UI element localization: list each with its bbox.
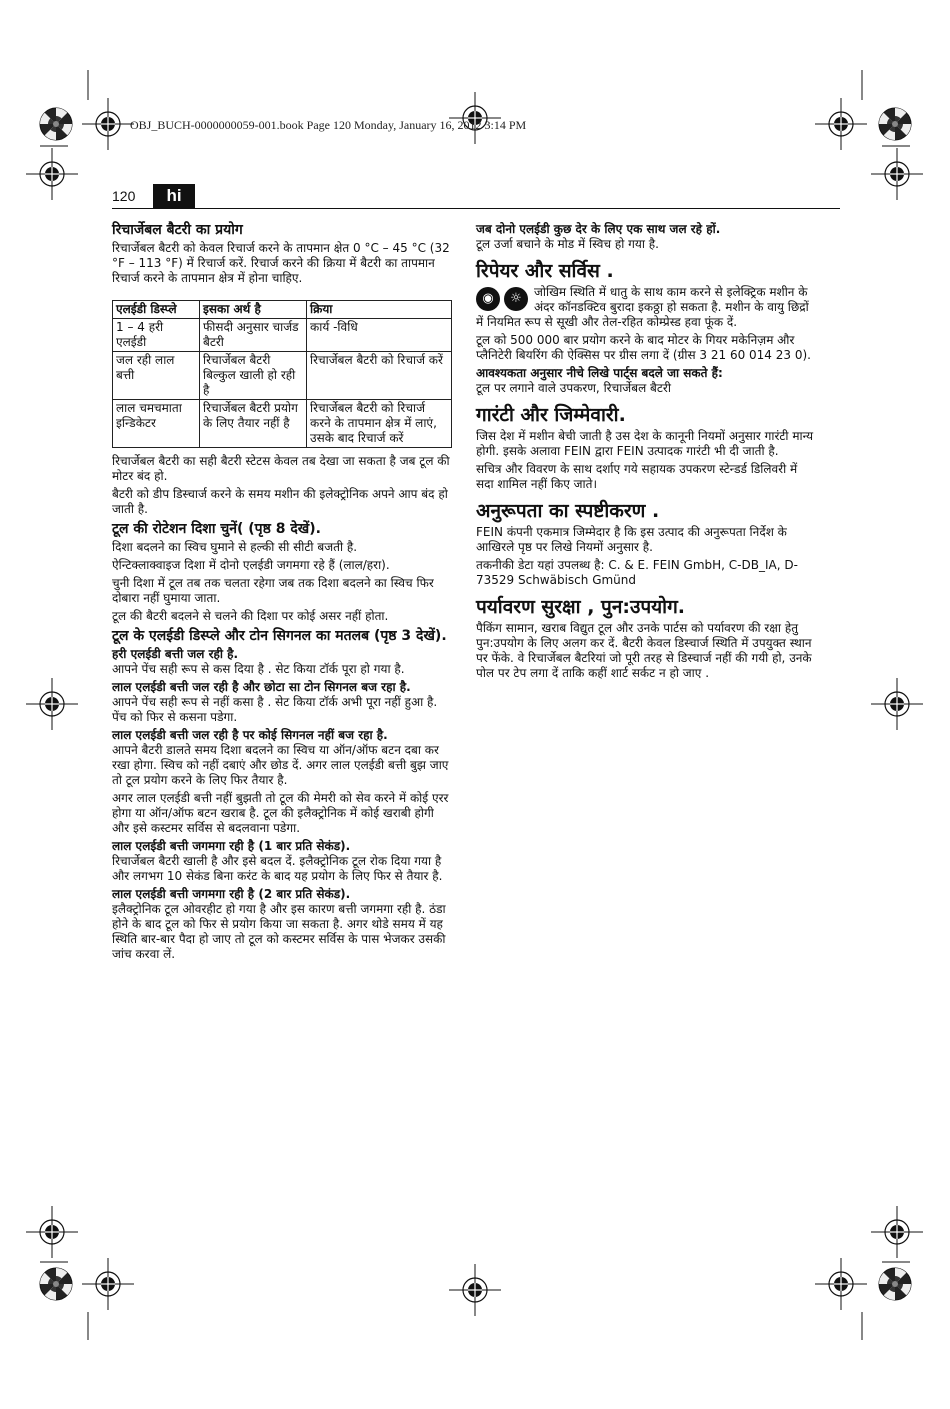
rotation-text-2: ऐन्टिक्लाक्वाइज दिशा में दोनो एलईडी जगमगा रहे हैं (लाल/हरा). xyxy=(112,558,390,572)
table-header: इसका अर्थ है xyxy=(200,301,307,319)
blink-twice-text: इलैक्ट्रोनिक टूल ओवरहीट हो गया है और इस कारण बत्ती जगमगा रही है. ठंडा होने के बाद टूल को फिर से प्रयोग किया जा सकता है. अगर थोडे समय में यह स्थिति बार-बार पैदा हो जाए तो टूल को कस्टमर सर्विस के पास भेजकर उसकी जांच करवा लें. xyxy=(112,902,446,961)
environment-heading: पर्यावरण सुरक्षा , पुन:उपयोग. xyxy=(476,596,686,618)
table-cell: रिचार्जेबल बैटरी बिल्कुल खाली हो रही है xyxy=(200,352,307,400)
table-cell: रिचार्जेबल बैटरी को रिचार्ज करने के तापमान क्षेत्र में लाएं, उसके बाद रिचार्ज करें xyxy=(307,400,452,448)
warranty-text-1: जिस देश में मशीन बेची जाती है उस देश के कानूनी नियमों अनुसार गारंटी मान्य होगी. इसके अलावा FEIN द्वारा FEIN उत्पादक गारंटी भी दी जाती है. xyxy=(476,429,814,458)
table-cell: रिचार्जेबल बैटरी प्रयोग के लिए तैयार नहीं है xyxy=(200,400,307,448)
conformity-text-1: FEIN कंपनी एकमात्र जिम्मेदार है कि इस उत्पाद की अनुरूपता निर्देश के आखिरले पृष्ठ पर लिखे नियमों अनुसार है. xyxy=(476,525,787,554)
conformity-text-2: तकनीकी डेटा यहां उपलब्ध है: C. & E. FEIN GmbH, C-DB_IA, D-73529 Schwäbisch Gmünd xyxy=(476,558,798,587)
repair-text-2: टूल को 500 000 बार प्रयोग करने के बाद मोटर के गियर मकेनिज़म और प्लैनिटेरी बियरिंग की ऐक्सिस पर ग्रीस लगा दें (ग्रीस 3 21 60 014 23 0). xyxy=(476,333,811,362)
rotation-text-1: दिशा बदलने का स्विच घुमाने से हल्की सी सीटी बजती है. xyxy=(112,540,358,554)
eye-protection-icon: ◉ xyxy=(476,287,500,311)
right-column xyxy=(476,220,816,684)
table-cell: 1 – 4 हरी एलईडी xyxy=(113,319,200,352)
rotation-text-4: टूल की बैटरी बदलने से चलने की दिशा पर कोई असर नहीं होता. xyxy=(112,609,389,623)
parts-heading: आवश्यकता अनुसार नीचे लिखे पार्ट्स बदले जा सकते हैं: xyxy=(476,366,723,380)
table-cell: जल रही लाल बत्ती xyxy=(113,352,200,400)
both-led-heading: जब दोनो एलईडी कुछ देर के लिए एक साथ जल रहे हों. xyxy=(476,222,721,236)
language-tab: hi xyxy=(153,184,195,208)
table-row xyxy=(113,400,452,448)
header-rule xyxy=(112,208,840,209)
blink-once-text: रिचार्जेबल बैटरी खाली है और इसे बदल दें. इलैक्ट्रोनिक टूल रोक दिया गया है और लगभग 10 सेकंड बिना करंट के बाद यह प्रयोग के लिए फिर से तैयार है. xyxy=(112,854,443,883)
red-led-no-tone-heading: लाल एलईडी बत्ती जल रही है पर कोई सिगनल नहीं बज रहा है. xyxy=(112,728,388,742)
table-header: क्रिया xyxy=(307,301,452,319)
green-led-text: आपने पेंच सही रूप से कस दिया है . सेट किया टॉर्क पूरा हो गया है. xyxy=(112,662,405,676)
green-led-heading: हरी एलईडी बत्ती जल रही है. xyxy=(112,647,239,661)
led-table xyxy=(112,300,452,448)
both-led-text: टूल उर्जा बचाने के मोड में स्विच हो गया है. xyxy=(476,237,659,251)
red-led-tone-text: आपने पेंच सही रूप से नहीं कसा है . सेट किया टॉर्क अभी पूरा नहीं हुआ है. पेंच को फिर से कसना पडेगा. xyxy=(112,695,438,724)
battery-text: रिचार्जेबल बैटरी को केवल रिचार्ज करने के तापमान क्षेत 0 °C – 45 °C (32 °F – 113 °F) में रिचार्ज करें. रिचार्ज करने की क्रिया में बैटरी का तापमान रिचार्ज करने के तापमान क्षेत्र में होना चाहिए. xyxy=(112,241,450,285)
table-row xyxy=(113,319,452,352)
table-cell: रिचार्जेबल बैटरी को रिचार्ज करें xyxy=(307,352,452,400)
safety-icons xyxy=(476,287,528,311)
repair-text-1: जोखिम स्थिति में धातु के साथ काम करने से इलेक्ट्रिक मशीन के अंदर कॉनडक्टिव बुरादा इकठ्ठा हो सकता है. मशीन के वायु छिद्रों में नियमित रूप से सूखी और तेल-रहित कोम्प्रेस्ड हवा फूंक दें. xyxy=(476,285,809,329)
rotation-text-3: चुनी दिशा में टूल तब तक चलता रहेगा जब तक दिशा बदलने का स्विच फिर दोबारा नहीं घुमाया जाता. xyxy=(112,576,434,605)
ear-protection-icon: ☼ xyxy=(504,287,528,311)
red-led-no-tone-text-2: अगर लाल एलईडी बत्ती नहीं बुझती तो टूल की मेमरी को सेव करने में कोई एरर होगा या ऑन/ऑफ बटन खराब है. टूल की इलैक्ट्रोनिक में कोई खराबी होगी और इसे कस्टमर सर्विस से बदलवाना पडेगा. xyxy=(112,791,449,835)
warranty-text-2: सचित्र और विवरण के साथ दर्शाए गये सहायक उपकरण स्टेन्डर्ड डिलिवरी में सदा शामिल नहीं किए जाते। xyxy=(476,462,798,491)
warranty-heading: गारंटी और जिम्मेवारी. xyxy=(476,404,626,426)
blink-once-heading: लाल एलईडी बत्ती जगमगा रही है (1 बार प्रति सेकंड). xyxy=(112,839,351,853)
table-cell: फीसदी अनुसार चार्जड बैटरी xyxy=(200,319,307,352)
table-cell: कार्य -विधि xyxy=(307,319,452,352)
table-header: एलईडी डिस्प्ले xyxy=(113,301,200,319)
left-column xyxy=(112,220,452,965)
red-led-tone-heading: लाल एलईडी बत्ती जल रही है और छोटा सा टोन सिगनल बज रहा है. xyxy=(112,680,411,694)
red-led-no-tone-text-1: आपने बैटरी डालते समय दिशा बदलने का स्विच या ऑन/ऑफ बटन दबा कर रखा होगा. स्विच को नहीं दबाएं और छोड दें. अगर लाल एलईडी बत्ती बुझ जाए तो टूल प्रयोग करने के लिए फिर तैयार है. xyxy=(112,743,449,787)
page-number: 120 xyxy=(112,188,136,204)
environment-text: पैकिंग सामान, खराब विद्युत टूल और उनके पार्टस को पर्यावरण की रक्षा हेतु पुन:उपयोग के लिए अलग कर दें. बैटरी केवल डिस्चार्ज स्थिति में उपयुक्त स्थान पर फेंके. वे रिचार्जेबल बैटरियां जो पूरी तरह से डिस्चार्ज नहीं की गयी हो, उनके पोल पर टेप लगा दें ताकि कहीं शार्ट सर्कट न हो जाए . xyxy=(476,621,812,680)
battery-status-note: रिचार्जेबल बैटरी का सही बैटरी स्टेटस केवल तब देखा जा सकता है जब टूल की मोटर बंद हो. xyxy=(112,454,450,483)
blink-twice-heading: लाल एलईडी बत्ती जगमगा रही है (2 बार प्रति सेकंड). xyxy=(112,887,351,901)
file-slug: OBJ_BUCH-0000000059-001.book Page 120 Monday, January 16, 2012 3:14 PM xyxy=(130,118,527,132)
deep-discharge-note: बैटरी को डीप डिस्चार्ज करने के समय मशीन की इलेक्ट्रोनिक अपने आप बंद हो जाती है. xyxy=(112,487,448,516)
battery-heading: रिचार्जेबल बैटरी का प्रयोग xyxy=(112,222,243,238)
parts-text: टूल पर लगाने वाले उपकरण, रिचार्जेबल बैटरी xyxy=(476,381,671,395)
table-cell: लाल चमचमाता इन्डिकेटर xyxy=(113,400,200,448)
rotation-heading: टूल की रोटेशन दिशा चुनें( (पृष्ठ 8 देखें). xyxy=(112,521,321,537)
led-signal-heading: टूल के एलईडी डिस्प्ले और टोन सिगनल का मतलब (पृष्ठ 3 देखें). xyxy=(112,628,447,644)
table-header-row xyxy=(113,301,452,319)
repair-heading: रिपेयर और सर्विस . xyxy=(476,260,614,282)
table-row xyxy=(113,352,452,400)
conformity-heading: अनुरूपता का स्पष्टीकरण . xyxy=(476,500,660,522)
